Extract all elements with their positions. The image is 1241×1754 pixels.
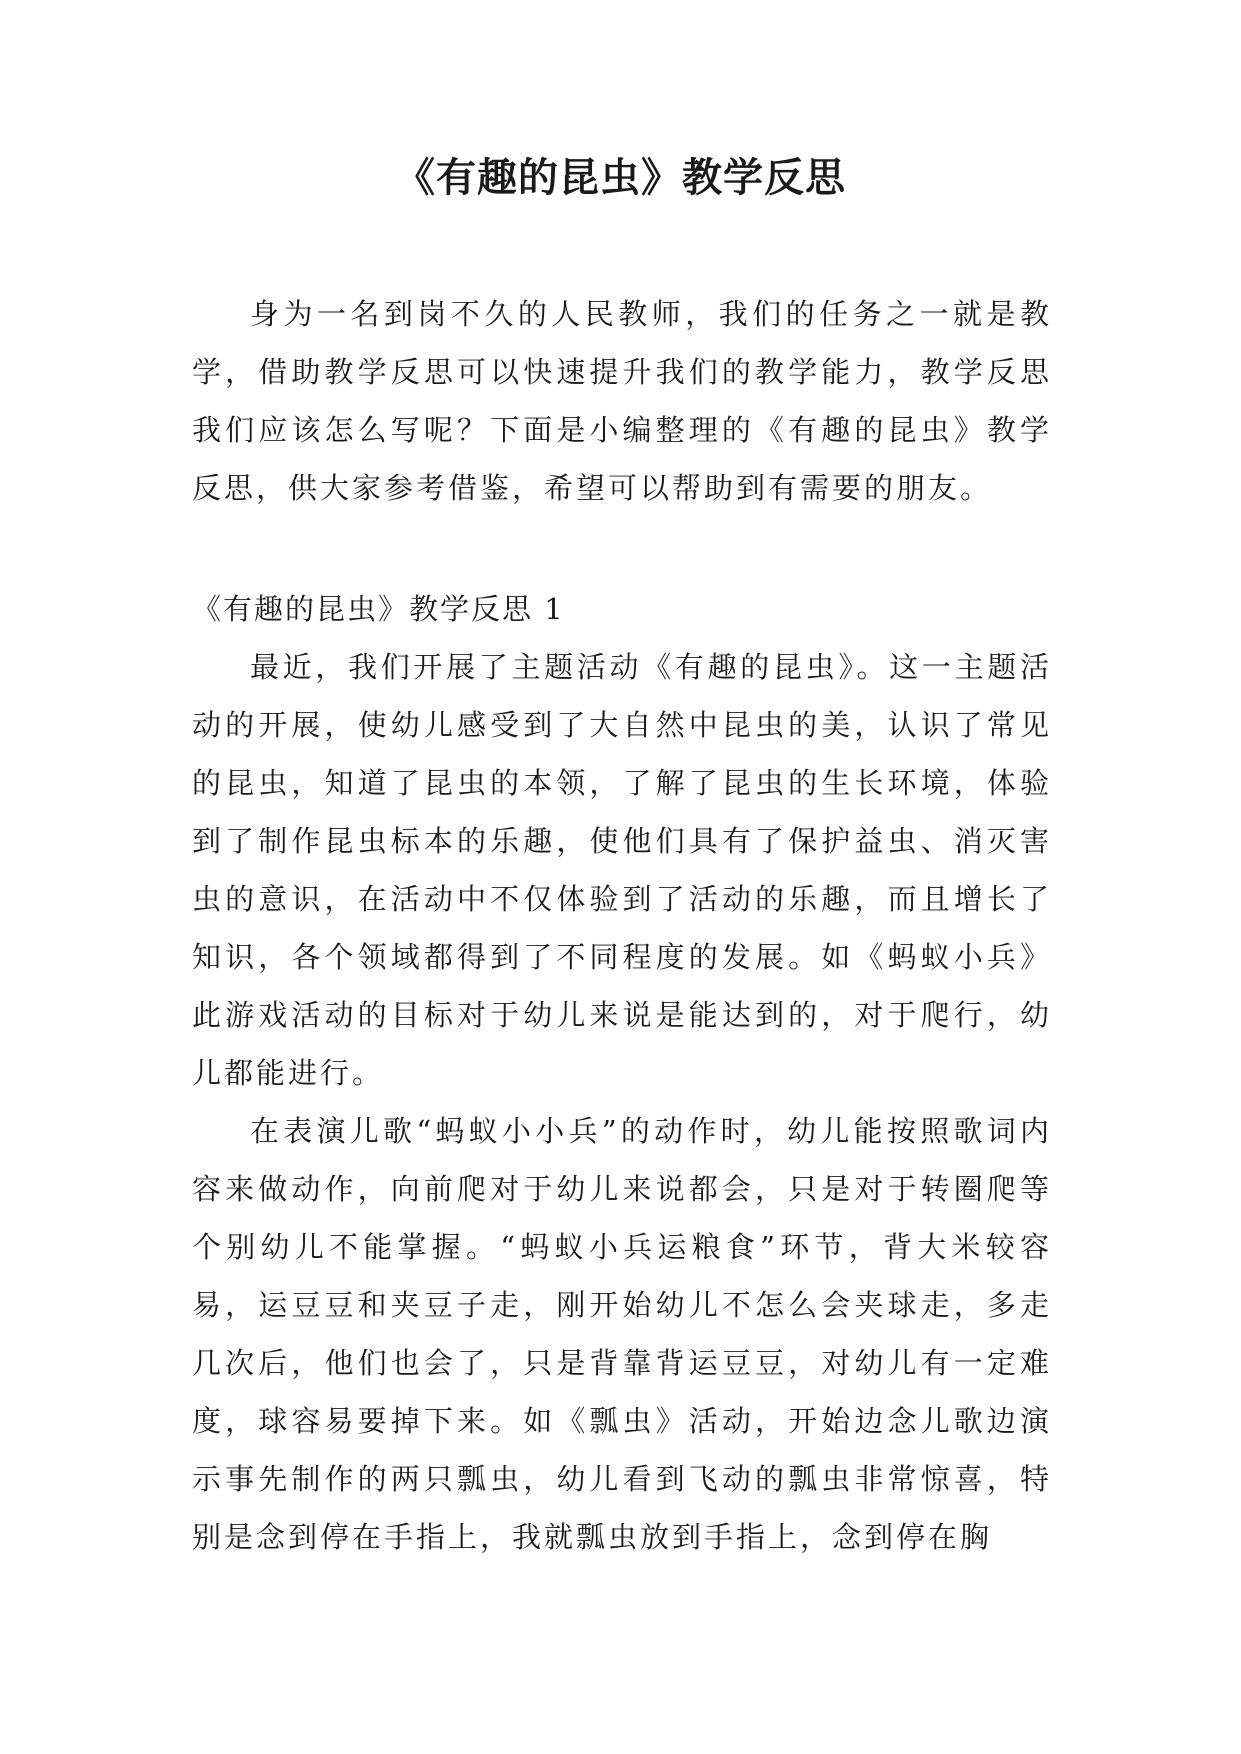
intro-paragraph: 身为一名到岗不久的人民教师，我们的任务之一就是教学，借助教学反思可以快速提升我们的教学能力，教学反思我们应该怎么写呢？下面是小编整理的《有趣的昆虫》教学反思，供大家参考借鉴，希望可以帮助到有需要的朋友。 [192, 297, 1052, 505]
body-paragraph-1: 最近，我们开展了主题活动《有趣的昆虫》。这一主题活动的开展，使幼儿感受到了大自然中昆虫的美，认识了常见的昆虫，知道了昆虫的本领，了解了昆虫的生长环境，体验到了制作昆虫标本的乐趣，使他们具有了保护益虫、消灭害虫的意识，在活动中不仅体验到了活动的乐趣，而且增长了知识，各个领域都得到了不同程度的发展。如《蚂蚁小兵》此游戏活动的目标对于幼儿来说是能达到的，对于爬行，幼儿都能进行。 [192, 650, 1052, 1090]
document-title: 《有趣的昆虫》教学反思 [395, 154, 846, 201]
body-paragraph-2: 在表演儿歌“蚂蚁小小兵”的动作时，幼儿能按照歌词内容来做动作，向前爬对于幼儿来说都会，只是对于转圈爬等个别幼儿不能掌握。“蚂蚁小兵运粮食”环节，背大米较容易，运豆豆和夹豆子走，刚开始幼儿不怎么会夹球走，多走几次后，他们也会了，只是背靠背运豆豆，对幼儿有一定难度，球容易要掉下来。如《瓢虫》活动，开始边念儿歌边演示事先制作的两只瓢虫，幼儿看到飞动的瓢虫非常惊喜，特别是念到停在手指上，我就瓢虫放到手指上，念到停在胸 [192, 1114, 1052, 1554]
section-heading: 《有趣的昆虫》教学反思 1 [192, 592, 565, 626]
